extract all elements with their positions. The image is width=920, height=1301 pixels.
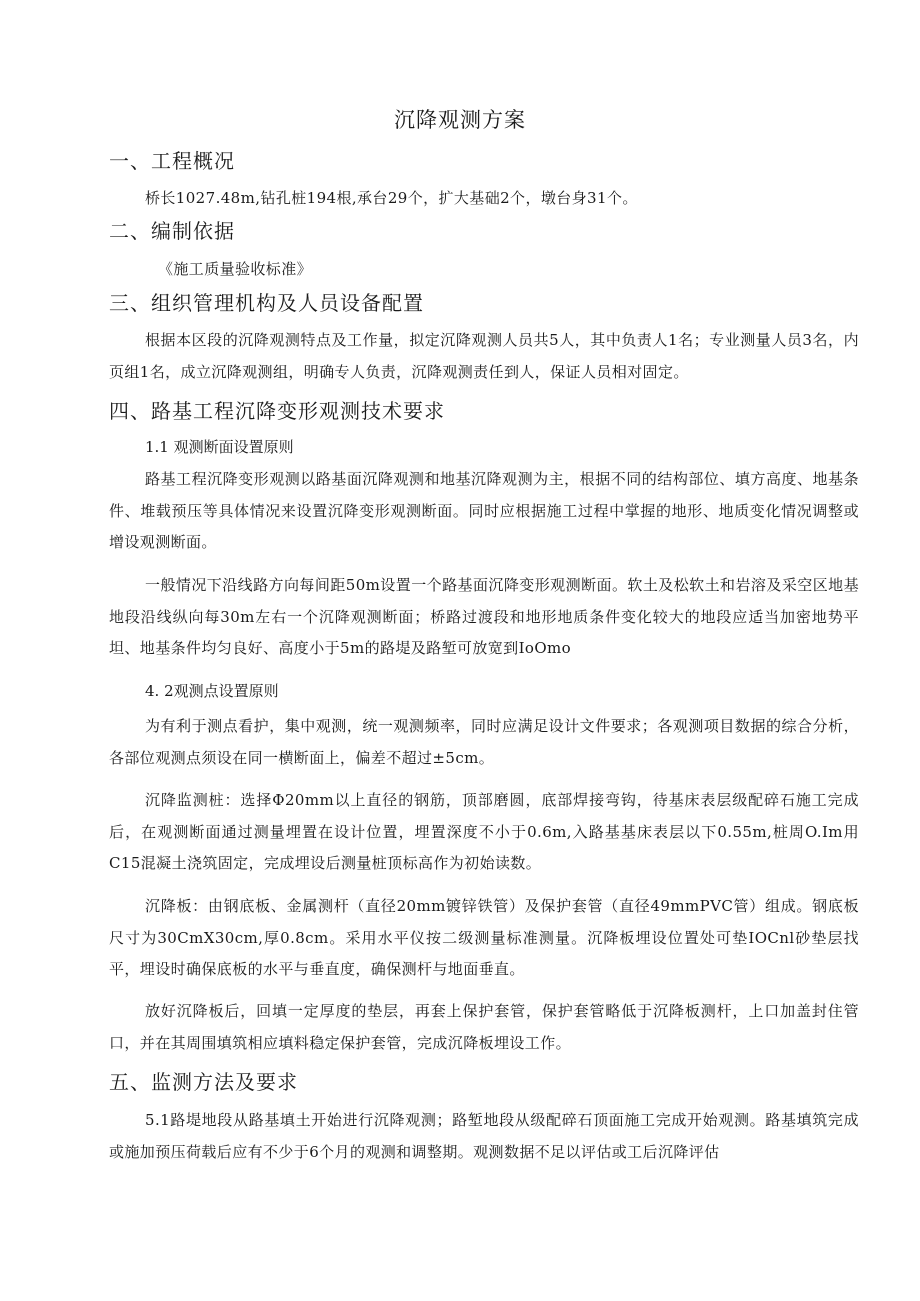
requirements-paragraph-6: 放好沉降板后，回填一定厚度的垫层，再套上保护套管，保护套管略低于沉降板测杆，上口加盖封住管口，并在其周围填筑相应填料稳定保护套管，完成沉降板埋设工作。 bbox=[109, 1002, 859, 1052]
requirements-paragraph-5: 沉降板：由钢底板、金属测杆（直径20mm镀锌铁管）及保护套管（直径49mmPVC管）组成。钢底板尺寸为30CmX30cm,厚0.8cm。采用水平仪按二级测量标准测量。沉降板埋设位置处可垫IOCnl砂垫层找平，埋设时确保底板的水平与垂直度，确保测杆与地面垂直。 bbox=[109, 897, 859, 978]
requirements-paragraph-2: 一般情况下沿线路方向每间距50m设置一个路基面沉降变形观测断面。软土及松软土和岩溶及采空区地基地段沿线纵向每30m左右一个沉降观测断面；桥路过渡段和地形地质条件变化较大的地段应适当加密地势平坦、地基条件均匀良好、高度小于5m的路堤及路堑可放宽到IoOmo bbox=[109, 576, 859, 657]
subsection-heading-1-1: 1.1 观测断面设置原则 bbox=[145, 438, 294, 456]
section-heading-organization: 三、组织管理机构及人员设备配置 bbox=[109, 291, 424, 315]
subsection-heading-4-2: 4. 2观测点设置原则 bbox=[145, 682, 279, 700]
requirements-paragraph-1: 路基工程沉降变形观测以路基面沉降观测和地基沉降观测为主，根据不同的结构部位、填方高度、地基条件、堆载预压等具体情况来设置沉降变形观测断面。同时应根据施工过程中掌握的地形、地质变化情况调整或增设观测断面。 bbox=[109, 470, 859, 551]
overview-paragraph: 桥长1027.48m,钻孔桩194根,承台29个，扩大基础2个，墩台身31个。 bbox=[145, 189, 638, 207]
requirements-paragraph-4: 沉降监测桩：选择Φ20mm以上直径的钢筋，顶部磨圆，底部焊接弯钩，待基床表层级配碎石施工完成后，在观测断面通过测量埋置在设计位置，埋置深度不小于0.6m,入路基基床表层以下0.55m,桩周O.Im用C15混凝土浇筑固定，完成埋设后测量桩顶标高作为初始读数。 bbox=[109, 791, 859, 872]
section-heading-requirements: 四、路基工程沉降变形观测技术要求 bbox=[109, 399, 445, 423]
section-heading-basis: 二、编制依据 bbox=[109, 219, 235, 243]
section-heading-monitoring: 五、监测方法及要求 bbox=[109, 1070, 298, 1094]
document-title: 沉降观测方案 bbox=[394, 108, 526, 132]
basis-paragraph: 《施工质量验收标准》 bbox=[158, 260, 313, 278]
section-heading-overview: 一、工程概况 bbox=[109, 149, 235, 173]
requirements-paragraph-3: 为有利于测点看护，集中观测，统一观测频率，同时应满足设计文件要求；各观测项目数据的综合分析，各部位观测点须设在同一横断面上，偏差不超过±5cm。 bbox=[109, 717, 859, 767]
monitoring-paragraph: 5.1路堤地段从路基填土开始进行沉降观测；路堑地段从级配碎石顶面施工完成开始观测。路基填筑完成或施加预压荷载后应有不少于6个月的观测和调整期。观测数据不足以评估或工后沉降评估 bbox=[109, 1111, 859, 1161]
organization-paragraph: 根据本区段的沉降观测特点及工作量，拟定沉降观测人员共5人，其中负责人1名；专业测量人员3名，内页组1名，成立沉降观测组，明确专人负责，沉降观测责任到人，保证人员相对固定。 bbox=[109, 331, 859, 381]
